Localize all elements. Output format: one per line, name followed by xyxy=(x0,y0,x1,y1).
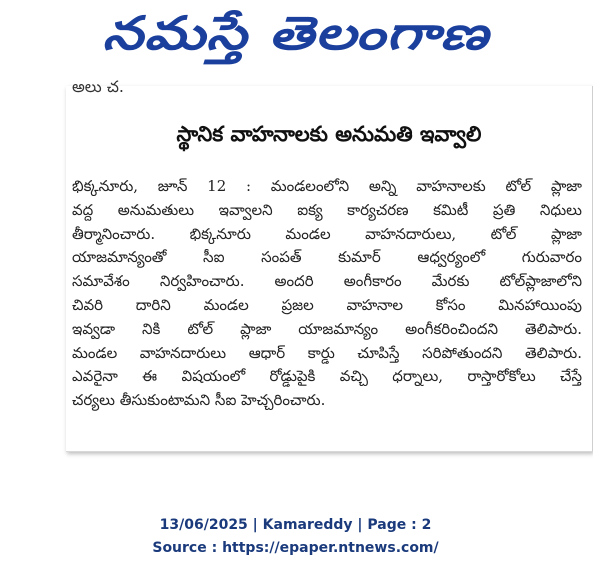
article-line: చివరి దారిని మండల ప్రజల వాహనాల కోసం మినహాయింపు xyxy=(72,295,582,314)
article-line: ఇవ్వడా నికి టోల్ ప్లాజా యాజమాన్యం అంగీకరించిందని తెలిపారు. xyxy=(72,319,582,338)
newspaper-clipping xyxy=(66,77,593,452)
masthead-logo xyxy=(0,0,591,78)
masthead-title: నమస్తే తెలంగాణ xyxy=(102,6,489,60)
article-line: మండల వాహనదారులు ఆధార్ కార్డు చూపిస్తే సరిపోతుందని తెలిపారు. xyxy=(72,343,582,362)
article-line: వద్ద అనుమతులు ఇవ్వాలని ఐక్య కార్యచరణ కమిటీ ప్రతి నిధులు xyxy=(72,200,582,219)
article-line: తీర్మానించారు. భిక్కనూరు మండల వాహనదారులు, టోల్ ప్లాజా xyxy=(72,224,582,243)
article-line: భిక్కనూరు, జూన్ 12 : మండలంలోని అన్ని వాహనాలకు టోల్ ప్లాజా xyxy=(72,177,582,195)
article-line: చర్యలు తీసుకుంటామని సీఐ హెచ్చరించారు. xyxy=(72,391,326,410)
edition-info: 13/06/2025 | Kamareddy | Page : 2 xyxy=(159,517,432,533)
article-body xyxy=(72,175,582,413)
article-line: ఎవరైనా ఈ విషయంలో రోడ్డుపైకి వచ్చి ధర్నాలు, రాస్తారోకోలు చేస్తే xyxy=(72,367,582,386)
article-line: సమావేశం నిర్వహించారు. అందరి అంగీకారం మేరకు టోల్‌ప్లాజాలోని xyxy=(72,272,582,291)
cut-off-text-fragment: అలు చ. xyxy=(72,77,125,96)
article-headline: స్థానిక వాహనాలకు అనుమతి ఇవ్వాలి xyxy=(176,122,482,146)
article-line: యాజమాన్యంతో సీఐ సంపత్ కుమార్ ఆధ్వర్యంలో గురువారం xyxy=(72,248,582,267)
source-link[interactable]: Source : https://epaper.ntnews.com/ xyxy=(152,540,439,556)
